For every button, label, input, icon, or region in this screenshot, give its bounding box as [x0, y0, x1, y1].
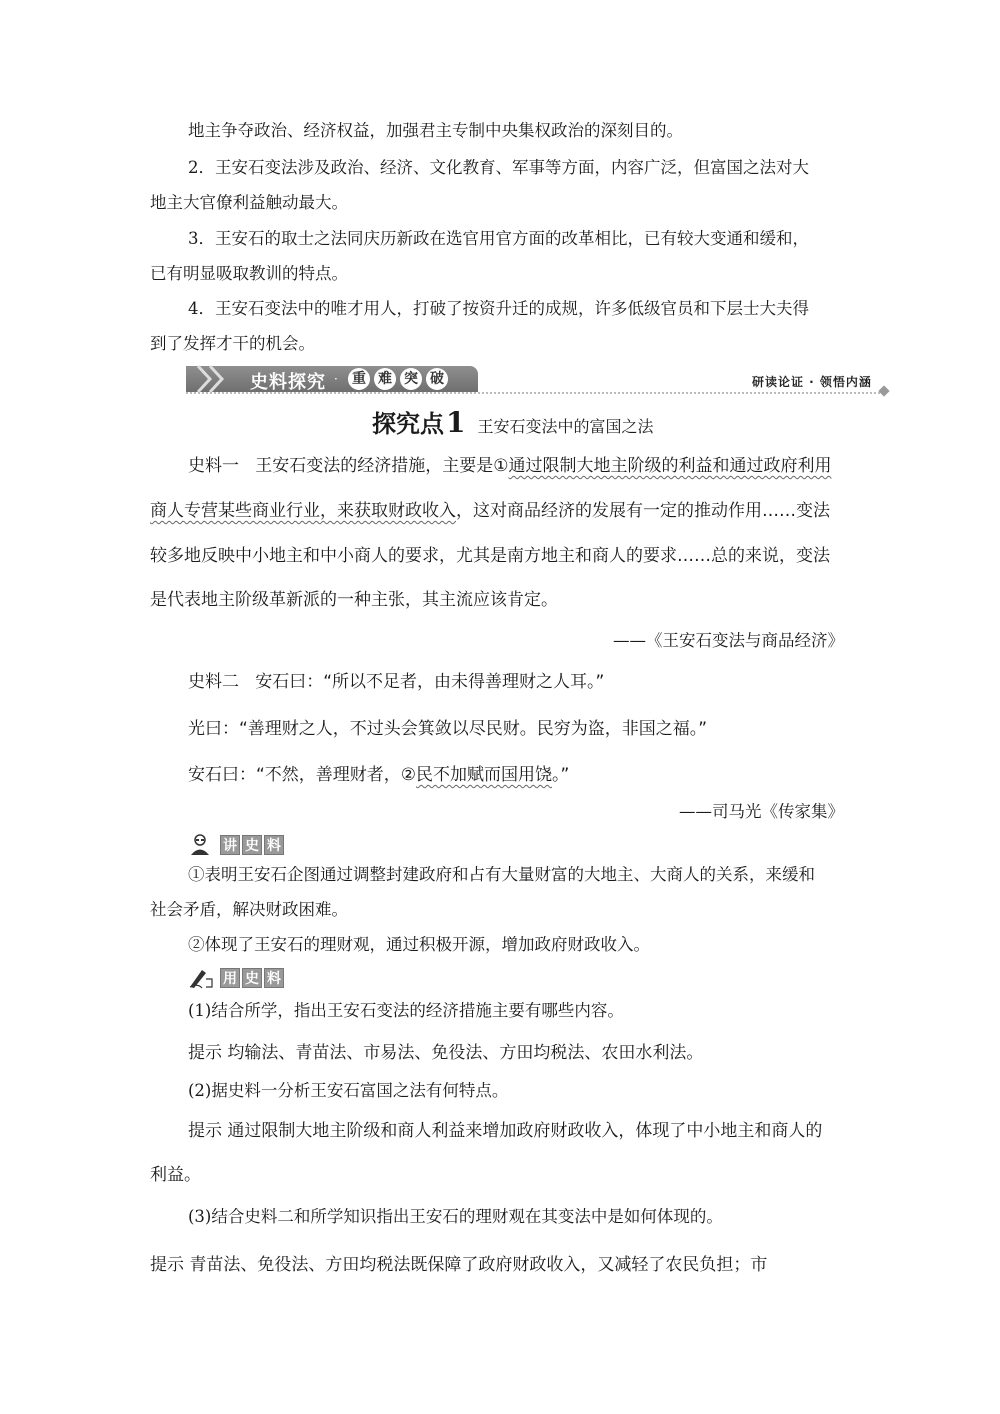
use-tag [188, 967, 284, 989]
intro-item-3-cont: 已有明显吸取教训的特点。 [150, 264, 348, 283]
source2-line3 [188, 764, 569, 786]
question-1: (1)结合所学，指出王安石变法的经济措施主要有哪些内容。 [188, 1001, 624, 1020]
intro-item-2: 2．王安石变法涉及政治、经济、文化教育、军事等方面，内容广泛，但富国之法对大 [188, 158, 809, 177]
tag-char: 用 [220, 968, 240, 988]
tag-char: 史 [242, 968, 262, 988]
point-number: 1 [446, 406, 466, 439]
banner-circled-char: 突 [400, 368, 422, 390]
source2-line2: 光曰：“善理财之人，不过头会箕敛以尽民财。民穷为盗，非国之福。” [188, 719, 708, 739]
source1-text: ，这对商品经济的发展有一定的推动作用……变法 [456, 501, 830, 521]
source2-citation: ——司马光《传家集》 [679, 802, 844, 821]
source2-line1 [188, 671, 604, 693]
intro-item-3: 3．王安石的取士之法同庆历新政在选官用官方面的改革相比，已有较大变通和缓和， [188, 229, 809, 248]
intro-item-4-cont: 到了发挥才干的机会。 [150, 334, 315, 353]
source1-text: 王安石变法的经济措施，主要是① [255, 456, 509, 476]
source1-citation: ——《王安石变法与商品经济》 [613, 631, 844, 650]
section-right-tag: 研读论证 · 领悟内涵 [752, 375, 872, 389]
explain-p1-cont: 社会矛盾，解决财政困难。 [150, 900, 348, 919]
source1-line1 [188, 455, 831, 477]
source2-text: 安石曰：“所以不足者，由未得善理财之人耳。” [255, 672, 605, 692]
intro-line: 地主争夺政治、经济权益，加强君主专制中央集权政治的深刻目的。 [188, 121, 683, 140]
banner-dot: · [334, 372, 338, 386]
tag-char: 料 [264, 968, 284, 988]
banner-circled-char: 重 [348, 368, 370, 390]
answer-2: 提示 通过限制大地主阶级和商人利益来增加政府财政收入，体现了中小地主和商人的 [188, 1121, 823, 1141]
reader-icon [188, 834, 216, 856]
banner-circled-char: 难 [374, 368, 396, 390]
tag-char: 讲 [220, 835, 240, 855]
tag-char: 料 [264, 835, 284, 855]
explain-tag [188, 834, 284, 856]
explain-p1: ①表明王安石企图通过调整封建政府和占有大量财富的大地主、大商人的关系，来缓和 [188, 865, 815, 884]
section-divider [186, 392, 884, 394]
point-label: 探究点 [372, 410, 444, 438]
answer-2-cont: 利益。 [150, 1165, 201, 1185]
key-phrase-1-cont: 商人专营某些商业行业，来获取财政收入 [150, 501, 456, 521]
source1-line3: 较多地反映中小地主和中小商人的要求，尤其是南方地主和商人的要求……总的来说，变法 [150, 546, 830, 566]
answer-3: 提示 青苗法、免役法、方田均税法既保障了政府财政收入，又减轻了农民负担；市 [150, 1255, 768, 1275]
question-3: (3)结合史料二和所学知识指出王安石的理财观在其变法中是如何体现的。 [188, 1207, 723, 1226]
source1-line2 [150, 500, 830, 522]
point-heading [372, 404, 654, 439]
double-chevron-icon [194, 364, 234, 394]
source1-label: 史料一 [188, 456, 239, 476]
diamond-icon [878, 385, 889, 396]
source2-label: 史料二 [188, 672, 239, 692]
answer-1: 提示 均输法、青苗法、市易法、免役法、方田均税法、农田水利法。 [188, 1043, 704, 1063]
intro-item-4: 4．王安石变法中的唯才用人，打破了按资升迁的成规，许多低级官员和下层士大夫得 [188, 299, 809, 318]
explain-p2: ②体现了王安石的理财观，通过积极开源，增加政府财政收入。 [188, 935, 650, 954]
question-2: (2)据史料一分析王安石富国之法有何特点。 [188, 1081, 509, 1100]
tag-char: 史 [242, 835, 262, 855]
source2-text: 。” [552, 765, 570, 785]
pen-writing-icon [188, 967, 216, 989]
intro-item-2-cont: 地主大官僚利益触动最大。 [150, 193, 348, 212]
point-subtitle: 王安石变法中的富国之法 [477, 417, 654, 436]
banner-circled-char: 破 [426, 368, 448, 390]
source1-line4: 是代表地主阶级革新派的一种主张，其主流应该肯定。 [150, 590, 558, 610]
section-banner [186, 366, 478, 392]
key-phrase-1: 通过限制大地主阶级的利益和通过政府利用 [508, 456, 832, 476]
banner-title: 史料探究 [250, 372, 326, 393]
source2-text: 安石曰：“不然，善理财者，② [188, 765, 417, 785]
key-phrase-2: 民不加赋而国用饶 [416, 765, 553, 785]
